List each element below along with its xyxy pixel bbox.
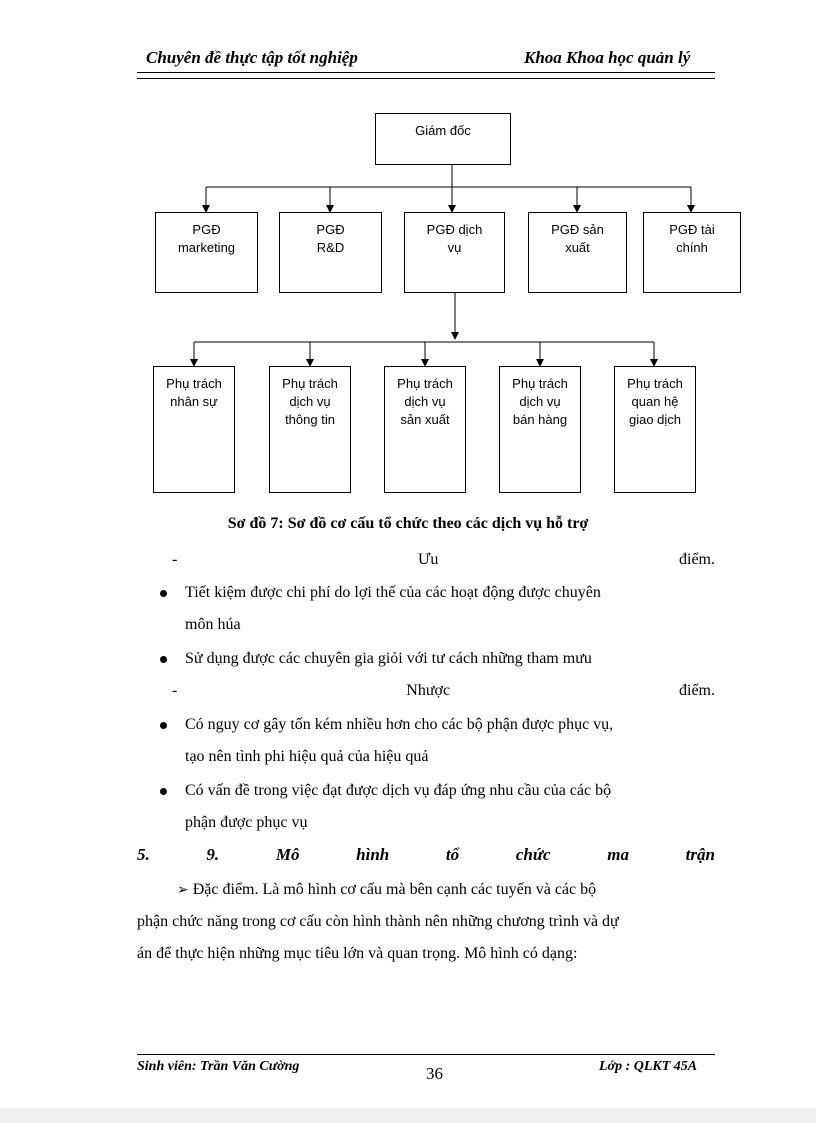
advantages-word1: Ưu [417,551,439,568]
disadvantages-word1: Nhược [406,682,451,699]
header-right: Khoa Khoa học quản lý [524,48,691,67]
relations-line2: quan hệ [631,394,679,409]
disadvantage-2-line1: Có vấn đề trong việc đạt được dịch vụ đáp ứng nhu cầu của các bộ [185,782,612,799]
paragraph-line1-text: Đặc điểm. Là mô hình cơ cấu mà bên cạnh các tuyến và các bộ [192,881,597,898]
advantage-2-line1: Sử dụng được các chuyên gia giỏi với tư cách những tham mưu [185,650,592,667]
footer-rule [137,1054,715,1055]
section-word: hình [356,845,390,864]
vp-services-line2: vụ [447,240,462,255]
vp-services-box [404,212,505,293]
disadvantage-1-line2: tạo nên tình phi hiệu quả của hiệu quả [185,748,429,765]
section-word: tổ [445,845,460,864]
vp-production-line2: xuất [565,240,590,255]
page-number: 36 [426,1064,443,1083]
section-word: 9. [206,845,220,864]
relations-box [614,366,696,493]
advantage-1-line1: Tiết kiệm được chi phí do lợi thế của các hoạt động được chuyên [185,584,601,601]
advantages-word2: điểm. [679,551,715,568]
info-service-line3: thông tin [285,412,335,427]
section-word: ma [607,845,629,864]
production-service-line2: dịch vụ [404,394,446,409]
sales-service-line1: Phụ trách [512,376,568,391]
paragraph-line2: phận chức năng trong cơ cấu còn hình thành nên những chương trình và dự [137,913,619,930]
sales-service-line2: dịch vụ [519,394,561,409]
advantages-heading [137,550,715,570]
section-heading [137,845,715,865]
info-service-line1: Phụ trách [282,376,338,391]
arrow-bullet-icon: ➢ [177,883,189,898]
vp-rnd-line2: R&D [316,240,345,255]
disadvantage-1-line1: Có nguy cơ gây tốn kém nhiều hơn cho các bộ phận được phục vụ, [185,716,614,733]
section-word: trận [685,845,715,864]
vp-marketing-line2: marketing [177,240,236,255]
vp-finance-line2: chính [676,240,708,255]
disadvantages-word2: điểm. [679,682,715,699]
sales-service-box [499,366,581,493]
vp-marketing-box [155,212,258,293]
advantages-dash: - [172,551,178,568]
director-label: Giám đốc [415,123,471,138]
paragraph-line1 [177,880,596,901]
vp-production-box [528,212,627,293]
vp-rnd-box [279,212,382,293]
section-word: Mô [275,845,300,864]
hr-line1: Phụ trách [166,376,222,391]
figure-caption: Sơ đồ 7: Sơ đồ cơ cấu tổ chức theo các dịch vụ hỗ trợ [227,515,589,532]
section-word: chức [515,845,551,864]
footer-class: Lớp : QLKT 45A [599,1059,698,1074]
disadvantage-2-line2: phận được phục vụ [185,814,308,831]
vp-production-line1: PGĐ sản [551,222,604,237]
disadvantages-heading [137,681,715,701]
info-service-line2: dịch vụ [289,394,331,409]
production-service-line3: sản xuất [400,412,450,427]
bullet-icon [160,590,167,597]
director-box [375,113,511,165]
relations-line3: giao dịch [628,412,682,427]
disadvantages-dash: - [172,682,178,699]
production-service-line1: Phụ trách [397,376,453,391]
bullet-icon [160,656,167,663]
page-bottom-band [0,1108,816,1123]
section-word: 5. [137,845,150,864]
hr-line2: nhân sự [170,394,218,409]
bullet-icon [160,722,167,729]
bullet-icon [160,788,167,795]
vp-rnd-line1: PGĐ [316,222,345,237]
vp-services-line1: PGĐ dịch [426,222,483,237]
header-left: Chuyên đề thực tập tốt nghiệp [146,48,358,67]
advantage-1-line2: môn húa [185,616,241,633]
hr-box [153,366,235,493]
vp-finance-line1: PGĐ tài [669,222,715,237]
sales-service-line3: bán hàng [512,412,568,427]
vp-marketing-line1: PGĐ [192,222,221,237]
production-service-box [384,366,466,493]
vp-finance-box [643,212,741,293]
info-service-box [269,366,351,493]
paragraph-line3: án để thực hiện những mục tiêu lớn và quan trọng. Mô hình có dạng: [137,945,578,962]
footer-student: Sinh viên: Trần Văn Cường [137,1059,300,1074]
relations-line1: Phụ trách [627,376,683,391]
